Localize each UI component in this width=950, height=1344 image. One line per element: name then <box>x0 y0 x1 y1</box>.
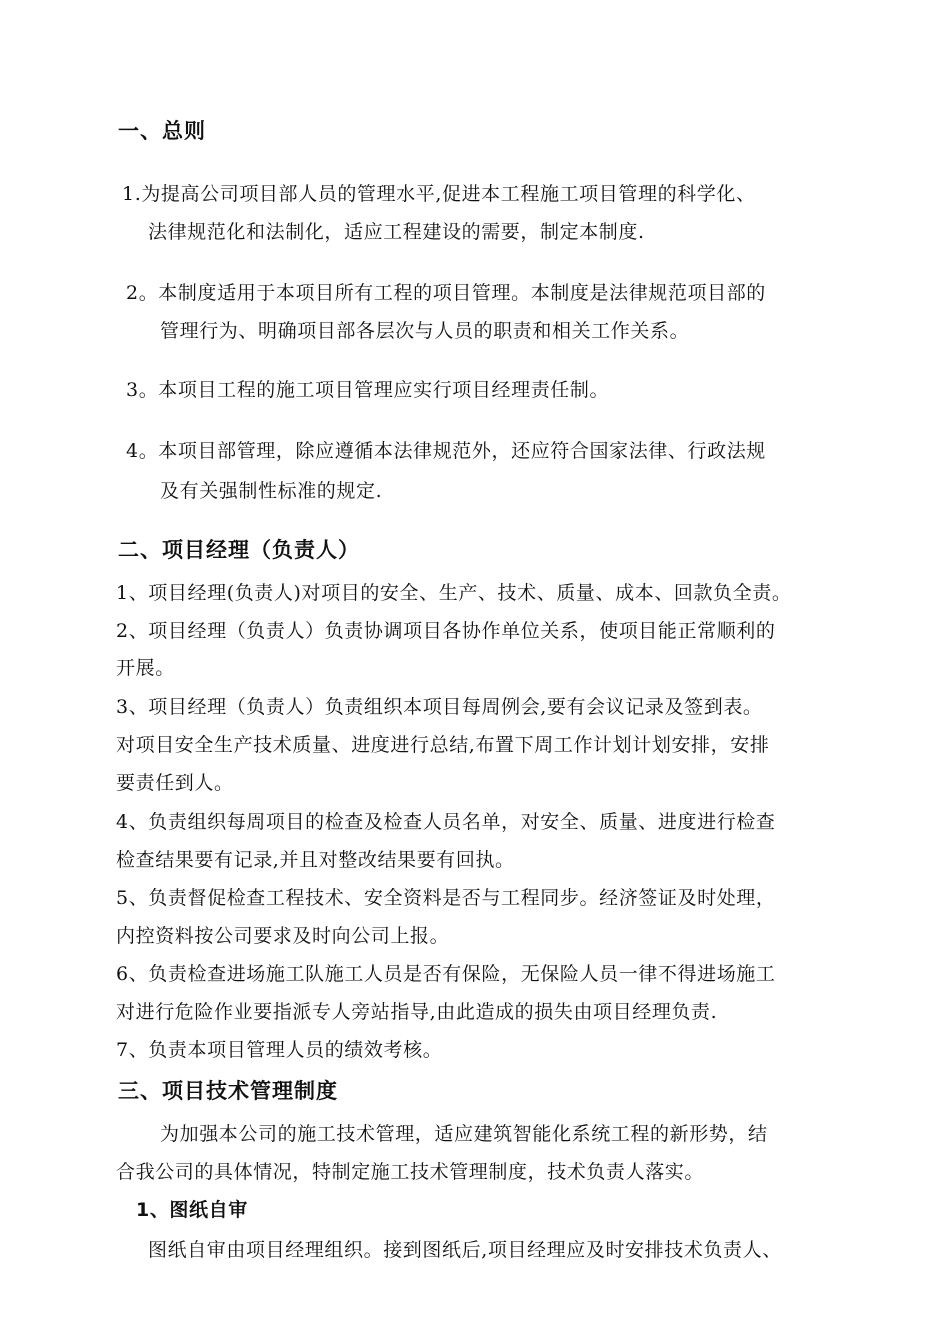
s2-line: 6、负责检查进场施工队施工人员是否有保险，无保险人员一律不得进场施工 <box>116 963 776 985</box>
s2-line: 7、负责本项目管理人员的绩效考核。 <box>116 1039 443 1061</box>
s1-item-2-line-1: 2。本制度适用于本项目所有工程的项目管理。本制度是法律规范项目部的 <box>126 282 766 304</box>
section-3-heading: 三、项目技术管理制度 <box>118 1079 338 1103</box>
s2-line: 2、项目经理（负责人）负责协调项目各协作单位关系，使项目能正常顺利的 <box>116 620 776 642</box>
s1-item-4-line-1: 4。本项目部管理，除应遵循本法律规范外，还应符合国家法律、行政法规 <box>126 440 766 462</box>
s2-line: 检查结果要有记录,并且对整改结果要有回执。 <box>116 849 515 871</box>
s2-line: 对进行危险作业要指派专人旁站指导,由此造成的损失由项目经理负责. <box>116 1001 718 1023</box>
section-2-heading: 二、项目经理（负责人） <box>118 538 360 562</box>
s2-line: 对项目安全生产技术质量、进度进行总结,布置下周工作计划计划安排，安排 <box>116 734 770 756</box>
s2-line: 1、项目经理(负责人)对项目的安全、生产、技术、质量、成本、回款负全责。 <box>116 582 792 604</box>
s3-subsection-1-text: 图纸自审由项目经理组织。接到图纸后,项目经理应及时安排技术负责人、 <box>148 1239 782 1261</box>
s2-line: 5、负责督促检查工程技术、安全资料是否与工程同步。经济签证及时处理， <box>116 887 776 909</box>
s3-subsection-1-heading: 1、图纸自审 <box>136 1199 248 1221</box>
s3-intro-line-2: 合我公司的具体情况，特制定施工技术管理制度，技术负责人落实。 <box>116 1161 705 1183</box>
s2-line: 3、项目经理（负责人）负责组织本项目每周例会,要有会议记录及签到表。 <box>116 696 763 718</box>
s3-intro-line-1: 为加强本公司的施工技术管理，适应建筑智能化系统工程的新形势，结 <box>160 1123 768 1145</box>
s1-item-1-line-2: 法律规范化和法制化，适应工程建设的需要，制定本制度. <box>148 221 645 243</box>
s1-item-4-line-2: 及有关强制性标准的规定. <box>160 480 383 502</box>
s2-line: 内控资料按公司要求及时向公司上报。 <box>116 925 450 947</box>
s2-line: 4、负责组织每周项目的检查及检查人员名单，对安全、质量、进度进行检查 <box>116 811 776 833</box>
s2-line: 要责任到人。 <box>116 772 234 794</box>
s1-item-2-line-2: 管理行为、明确项目部各层次与人员的职责和相关工作关系。 <box>160 320 690 342</box>
s2-line: 开展。 <box>116 657 175 679</box>
section-1-heading: 一、总则 <box>118 119 206 143</box>
s1-item-1-line-1: 1.为提高公司项目部人员的管理水平,促进本工程施工项目管理的科学化、 <box>122 183 756 205</box>
s1-item-3-line-1: 3。本项目工程的施工项目管理应实行项目经理责任制。 <box>126 379 610 401</box>
